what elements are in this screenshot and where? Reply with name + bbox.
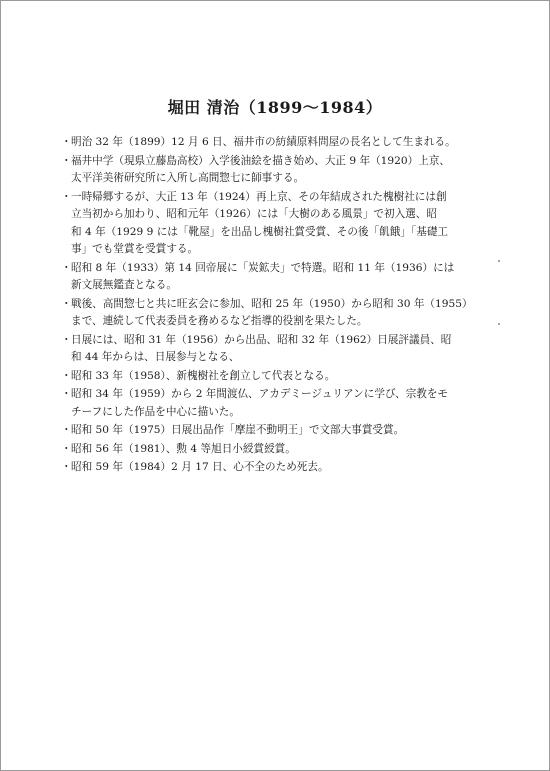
biography-entry: [61, 459, 501, 477]
entry-line: 昭和 8 年（1933）第 14 回帝展に「炭鉱夫」で特選。昭和 11 年（1936）には: [71, 261, 455, 274]
entry-line: チーフにした作品を中心に描いた。: [71, 405, 240, 418]
document-title: 堀田 清治（1899〜1984）: [167, 98, 383, 117]
entry-line: 昭和 34 年（1959）から 2 年間渡仏、アカデミージュリアンに学び、宗教をモ: [71, 388, 449, 400]
bullet-mark: ・: [61, 442, 72, 455]
entry-line: 昭和 33 年（1958）、新槐樹社を創立して代表となる。: [71, 369, 336, 382]
entry-line: 昭和 56 年（1981）、勲 4 等旭日小綬賞綬賞。: [71, 442, 296, 455]
bullet-mark: ・: [61, 424, 72, 436]
entry-line: 昭和 59 年（1984）2 月 17 日、心不全のため死去。: [71, 461, 329, 473]
bullet-mark: ・: [61, 369, 72, 382]
bullet-mark: ・: [61, 154, 72, 167]
biography-entry: [61, 386, 501, 421]
entry-line: 和 44 年からは、日展参与となる、: [71, 351, 240, 363]
entry-line: 日展には、昭和 31 年（1956）から出品、昭和 32 年（1962）日展評議員、昭: [71, 333, 452, 346]
biography-entry: [61, 422, 501, 440]
biography-entry: [61, 296, 501, 331]
entry-line: 福井中学（現県立藤島高校）入学後油絵を描き始め、大正 9 年（1920）上京、: [71, 154, 451, 167]
scan-speck: [498, 260, 500, 262]
bullet-mark: ・: [61, 333, 72, 346]
entry-line: 新文展無鑑査となる。: [71, 279, 177, 291]
bullet-mark: ・: [61, 136, 72, 148]
biography-list: [61, 134, 501, 478]
entry-line: 立当初から加わり、昭和元年（1926）には「大樹のある風景」で初入選、昭: [71, 208, 437, 220]
biography-entry: [61, 332, 501, 367]
bullet-mark: ・: [61, 388, 72, 400]
bullet-mark: ・: [61, 261, 72, 274]
entry-line: 一時帰郷するが、大正 13 年（1924）再上京、その年結成された槐樹社には創: [71, 190, 447, 203]
biography-entry: [61, 368, 501, 386]
entry-line: 昭和 50 年（1975）日展出品作「摩崖不動明王」で文部大事賞受賞。: [71, 424, 405, 436]
entry-line: 太平洋美術研究所に入所し高間惣七に師事する。: [71, 172, 305, 184]
entry-line: 明治 32 年（1899）12 月 6 日、福井市の紡績原料問屋の長名として生まれる。: [71, 136, 456, 148]
bullet-mark: ・: [61, 297, 72, 310]
entry-line: まで、連続して代表委員を務めるなど指導的役割を果たした。: [71, 315, 368, 327]
biography-entry: [61, 153, 501, 188]
scan-speck: [498, 323, 500, 325]
biography-entry: [61, 260, 501, 295]
entry-line: 事」でも堂賞を受賞する。: [71, 243, 199, 255]
biography-entry: [61, 134, 501, 152]
entry-line: 戦後、高間惣七と共に旺玄会に参加、昭和 25 年（1950）から昭和 30 年（1955）: [71, 297, 473, 310]
entry-line: 和 4 年（1929 9 には「靴屋」を出品し槐樹社賞受賞、その後「飢餓」「基礎工: [71, 225, 449, 238]
bullet-mark: ・: [61, 461, 72, 473]
bullet-mark: ・: [61, 190, 72, 203]
biography-entry: [61, 189, 501, 259]
biography-entry: [61, 441, 501, 459]
